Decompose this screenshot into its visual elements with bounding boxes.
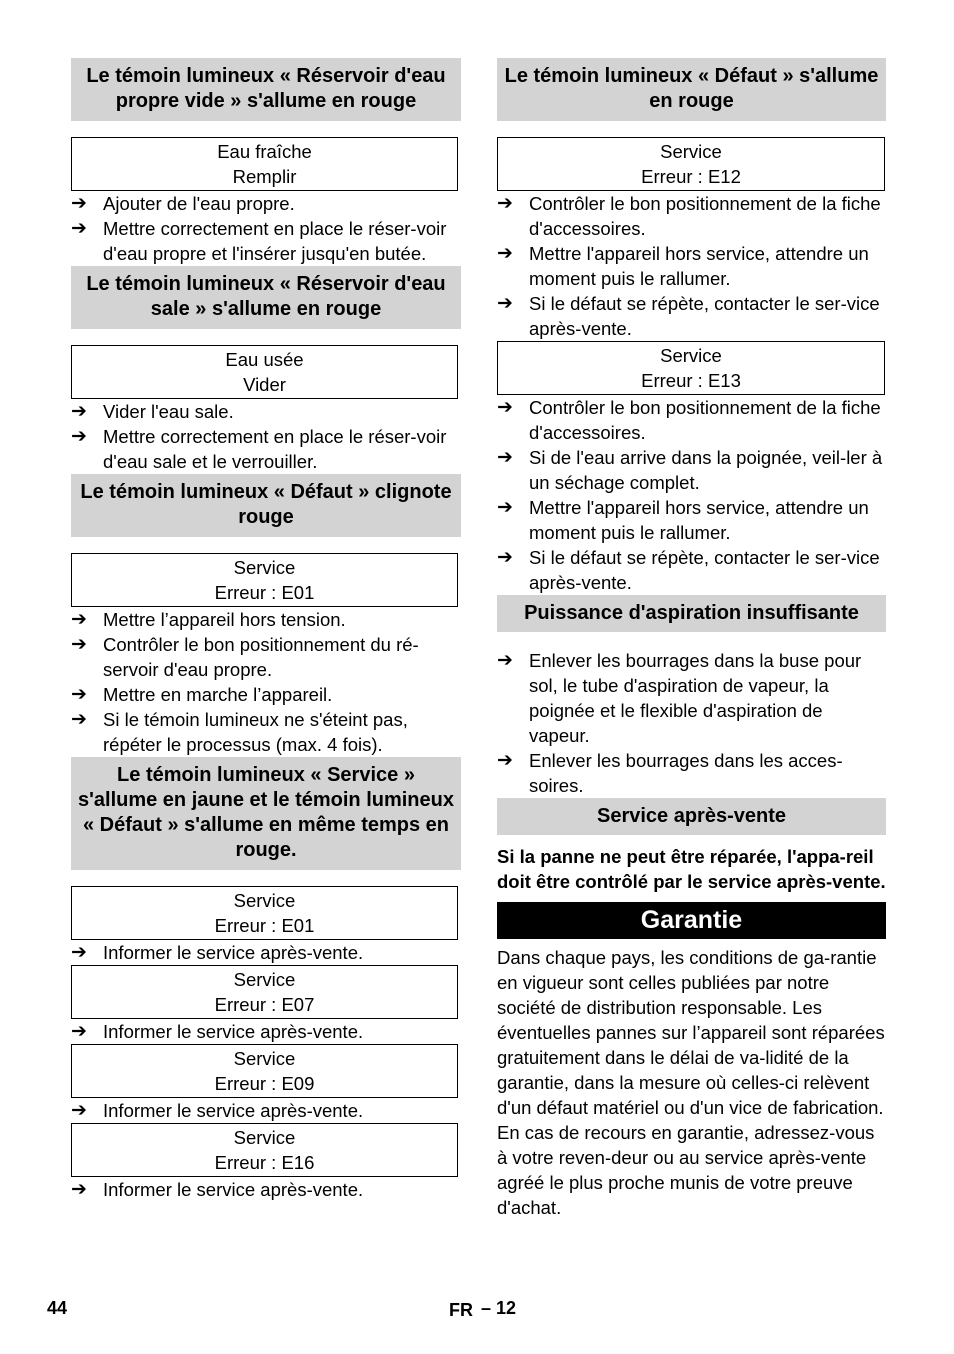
arrow-right-icon: ➔ <box>497 750 513 771</box>
arrow-right-icon: ➔ <box>71 709 87 730</box>
display-line: Erreur : E16 <box>214 1152 315 1173</box>
step-list <box>71 940 461 965</box>
arrow-right-icon: ➔ <box>71 634 87 655</box>
display-line: Service <box>660 345 722 366</box>
arrow-right-icon: ➔ <box>71 942 87 963</box>
section-page-number: – 12 <box>481 1298 517 1318</box>
list-item: ➔ Mettre correctement en place le réser-voir d'eau propre et l'insérer jusqu'en butée. <box>71 218 447 264</box>
arrow-right-icon: ➔ <box>71 1100 87 1121</box>
section-title-service-and-fault: Le témoin lumineux « Service » s'allume en jaune et le témoin lumineux « Défaut » s'allume en même temps en rouge. <box>71 757 461 870</box>
list-item: ➔ Vider l'eau sale. <box>71 401 234 422</box>
list-item: ➔ Mettre l'appareil hors service, attendre un moment puis le rallumer. <box>497 243 869 289</box>
right-column <box>497 58 886 1220</box>
display-line: Eau usée <box>225 349 304 370</box>
step-list <box>497 395 886 595</box>
arrow-right-icon: ➔ <box>497 193 513 214</box>
arrow-right-icon: ➔ <box>71 193 87 214</box>
section-title-dirty-water: Le témoin lumineux « Réservoir d'eau sale » s'allume en rouge <box>71 266 461 329</box>
display-line: Service <box>660 141 722 162</box>
list-item: ➔ Ajouter de l'eau propre. <box>71 193 295 214</box>
display-box <box>71 345 458 399</box>
step-list <box>71 1177 461 1202</box>
after-sales-note: Si la panne ne peut être réparée, l'appa-reil doit être contrôlé par le service après-vente. <box>497 846 886 892</box>
display-line: Service <box>233 1048 296 1069</box>
arrow-right-icon: ➔ <box>71 401 87 422</box>
list-item: ➔ Si le défaut se répète, contacter le ser-vice après-vente. <box>497 293 880 339</box>
guarantee-heading: Garantie <box>497 902 886 939</box>
list-item: ➔ Informer le service après-vente. <box>71 1021 364 1042</box>
step-list <box>497 648 886 798</box>
arrow-right-icon: ➔ <box>497 547 513 568</box>
arrow-right-icon: ➔ <box>71 218 87 239</box>
arrow-right-icon: ➔ <box>71 1021 87 1042</box>
arrow-right-icon: ➔ <box>497 447 513 468</box>
display-line: Erreur : E01 <box>214 915 315 936</box>
section-title-fault-blinking: Le témoin lumineux « Défaut » clignote rouge <box>71 474 461 537</box>
display-box <box>71 965 458 1019</box>
arrow-right-icon: ➔ <box>71 1179 87 1200</box>
language-code: FR <box>449 1300 473 1320</box>
display-line: Vider <box>243 374 286 395</box>
display-line: Erreur : E12 <box>641 166 741 187</box>
display-line: Erreur : E09 <box>214 1073 315 1094</box>
display-line: Eau fraîche <box>217 141 312 162</box>
guarantee-body: Dans chaque pays, les conditions de ga-rantie en vigueur sont celles publiées par notre société de distribution responsable. Les éventuelles pannes sur l’appareil sont réparées gratuitement dans le délai de va-lidité de la garantie, dans la mesure où celles-ci relèvent d'un défaut matériel ou d'un vice de fabrication. En cas de recours en garantie, adressez-vous à votre reven-deur ou au service après-vente agréé le plus proche munis de votre preuve d'achat. <box>497 947 885 1218</box>
page-number: 44 <box>47 1298 68 1318</box>
list-item: ➔ Si de l'eau arrive dans la poignée, veil-ler à un séchage complet. <box>497 447 883 493</box>
list-item: ➔ Informer le service après-vente. <box>71 1179 364 1200</box>
display-box <box>71 553 458 607</box>
arrow-right-icon: ➔ <box>497 293 513 314</box>
display-line: Erreur : E07 <box>214 994 315 1015</box>
display-line: Erreur : E01 <box>214 582 315 603</box>
list-item: ➔ Enlever les bourrages dans la buse pour sol, le tube d'aspiration de vapeur, la poignée et le flexible d'aspiration de vapeur. <box>497 650 862 746</box>
section-title-fault-red: Le témoin lumineux « Défaut » s'allume en rouge <box>497 58 886 121</box>
display-line: Service <box>233 890 296 911</box>
display-line: Service <box>233 1127 296 1148</box>
arrow-right-icon: ➔ <box>497 650 513 671</box>
display-box <box>497 341 885 395</box>
arrow-right-icon: ➔ <box>71 426 87 447</box>
list-item: ➔ Si le défaut se répète, contacter le ser-vice après-vente. <box>497 547 880 593</box>
list-item: ➔ Contrôler le bon positionnement de la fiche d'accessoires. <box>497 397 881 443</box>
step-list <box>71 1098 461 1123</box>
arrow-right-icon: ➔ <box>71 684 87 705</box>
left-column <box>71 58 461 1202</box>
step-list <box>71 191 461 266</box>
list-item: ➔ Informer le service après-vente. <box>71 942 364 963</box>
arrow-right-icon: ➔ <box>497 497 513 518</box>
list-item: ➔ Enlever les bourrages dans les acces-soires. <box>497 750 843 796</box>
step-list <box>71 607 461 757</box>
display-box <box>71 137 458 191</box>
display-line: Service <box>233 557 296 578</box>
display-box <box>497 137 885 191</box>
list-item: ➔ Si le témoin lumineux ne s'éteint pas, répéter le processus (max. 4 fois). <box>71 709 408 755</box>
step-list <box>71 1019 461 1044</box>
list-item: ➔ Mettre l’appareil hors tension. <box>71 609 346 630</box>
display-line: Remplir <box>232 166 297 187</box>
list-item: ➔ Contrôler le bon positionnement du ré-servoir d'eau propre. <box>71 634 419 680</box>
display-line: Service <box>233 969 296 990</box>
display-box <box>71 1044 458 1098</box>
arrow-right-icon: ➔ <box>71 609 87 630</box>
list-item: ➔ Informer le service après-vente. <box>71 1100 364 1121</box>
section-title-suction: Puissance d'aspiration insuffisante <box>497 595 886 632</box>
list-item: ➔ Mettre en marche l’appareil. <box>71 684 333 705</box>
section-title-after-sales: Service après-vente <box>497 798 886 835</box>
display-box <box>71 886 458 940</box>
list-item: ➔ Contrôler le bon positionnement de la fiche d'accessoires. <box>497 193 881 239</box>
arrow-right-icon: ➔ <box>497 243 513 264</box>
section-title-clean-water-empty: Le témoin lumineux « Réservoir d'eau propre vide » s'allume en rouge <box>71 58 461 121</box>
list-item: ➔ Mettre correctement en place le réser-voir d'eau sale et le verrouiller. <box>71 426 447 472</box>
list-item: ➔ Mettre l'appareil hors service, attendre un moment puis le rallumer. <box>497 497 869 543</box>
display-line: Erreur : E13 <box>641 370 741 391</box>
display-box <box>71 1123 458 1177</box>
arrow-right-icon: ➔ <box>497 397 513 418</box>
step-list <box>71 399 461 474</box>
step-list <box>497 191 886 341</box>
